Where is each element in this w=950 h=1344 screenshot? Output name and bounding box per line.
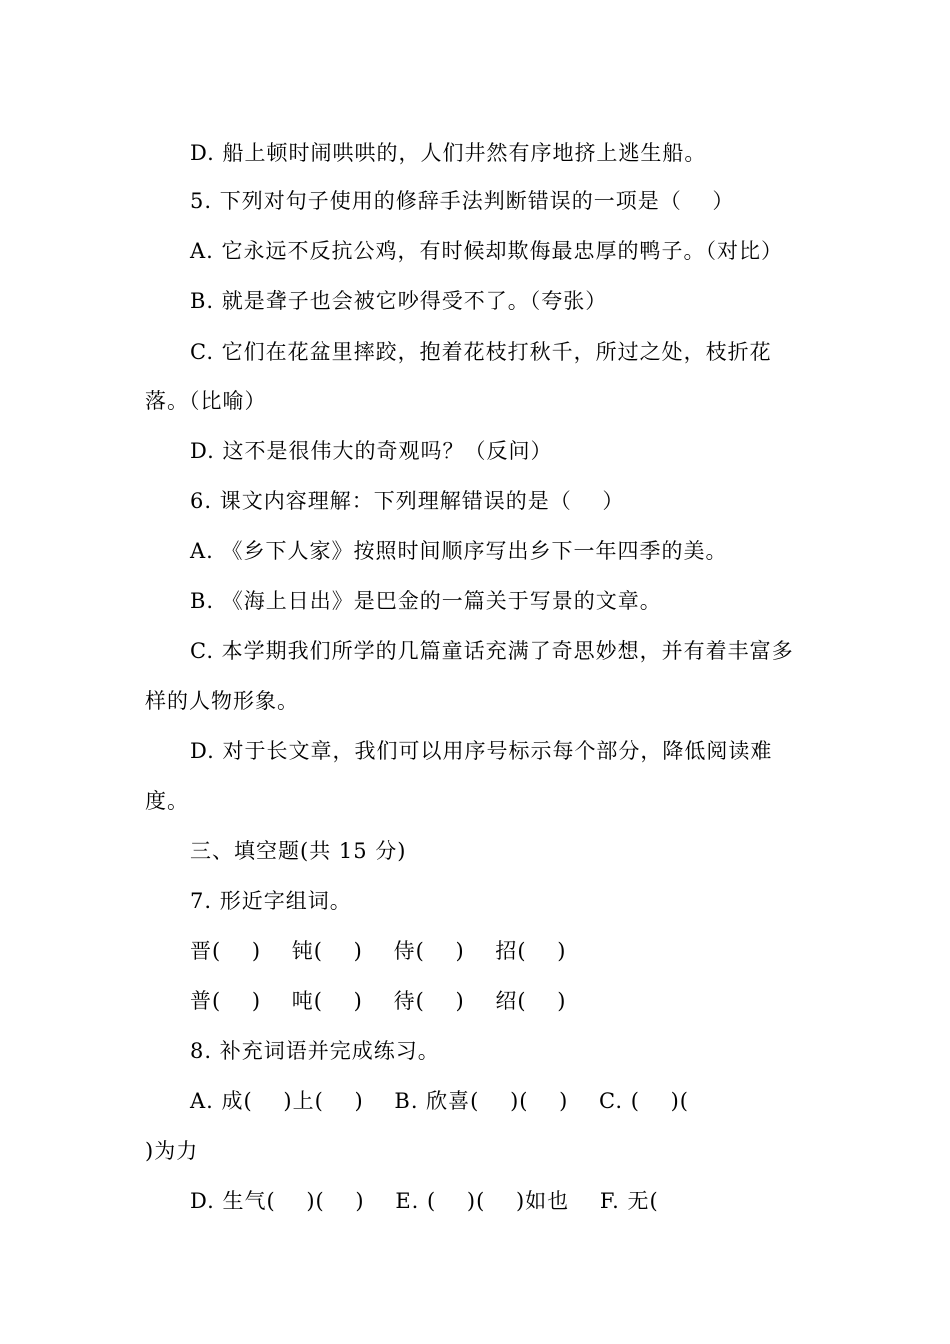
text-line-option-c-q6-cont: 样的人物形象。 xyxy=(145,689,299,713)
text-line-q8-row-1-cont: )为力 xyxy=(145,1139,199,1163)
text-line-option-d-q5: D. 这不是很伟大的奇观吗？（反问） xyxy=(190,439,553,463)
section-heading-fill-blank: 三、填空题(共 15 分) xyxy=(190,839,407,863)
text-line-question-7: 7. 形近字组词。 xyxy=(190,889,352,913)
text-line-option-a-q6: A. 《乡下人家》按照时间顺序写出乡下一年四季的美。 xyxy=(190,539,728,563)
text-line-option-d-q4: D. 船上顿时闹哄哄的，人们井然有序地挤上逃生船。 xyxy=(190,141,707,165)
text-line-option-a-q5: A. 它永远不反抗公鸡，有时候却欺侮最忠厚的鸭子。（对比） xyxy=(190,239,784,263)
text-line-question-5: 5. 下列对句子使用的修辞手法判断错误的一项是（ ） xyxy=(190,189,735,213)
text-line-option-c-q5: C. 它们在花盆里摔跤，抱着花枝打秋千，所过之处，枝折花 xyxy=(190,340,772,364)
text-line-option-b-q5: B. 就是聋子也会被它吵得受不了。（夸张） xyxy=(190,289,608,313)
text-line-q8-row-1: A. 成( )上( ) B. 欣喜( )( ) C. ( )( xyxy=(190,1089,689,1113)
text-line-option-d-q6: D. 对于长文章，我们可以用序号标示每个部分，降低阅读难 xyxy=(190,739,773,763)
text-line-option-c-q6: C. 本学期我们所学的几篇童话充满了奇思妙想，并有着丰富多 xyxy=(190,639,794,663)
text-line-option-b-q6: B. 《海上日出》是巴金的一篇关于写景的文章。 xyxy=(190,589,662,613)
text-line-question-6: 6. 课文内容理解：下列理解错误的是（ ） xyxy=(190,489,625,513)
text-line-q7-row-2: 普( ) 吨( ) 待( ) 绍( ) xyxy=(190,989,567,1013)
text-line-option-c-q5-cont: 落。（比喻） xyxy=(145,389,267,413)
text-line-q8-row-2: D. 生气( )( ) E. ( )( )如也 F. 无( xyxy=(190,1189,659,1213)
text-line-question-8: 8. 补充词语并完成练习。 xyxy=(190,1039,440,1063)
text-line-q7-row-1: 晋( ) 钝( ) 侍( ) 招( ) xyxy=(190,939,567,963)
text-line-option-d-q6-cont: 度。 xyxy=(145,789,189,813)
